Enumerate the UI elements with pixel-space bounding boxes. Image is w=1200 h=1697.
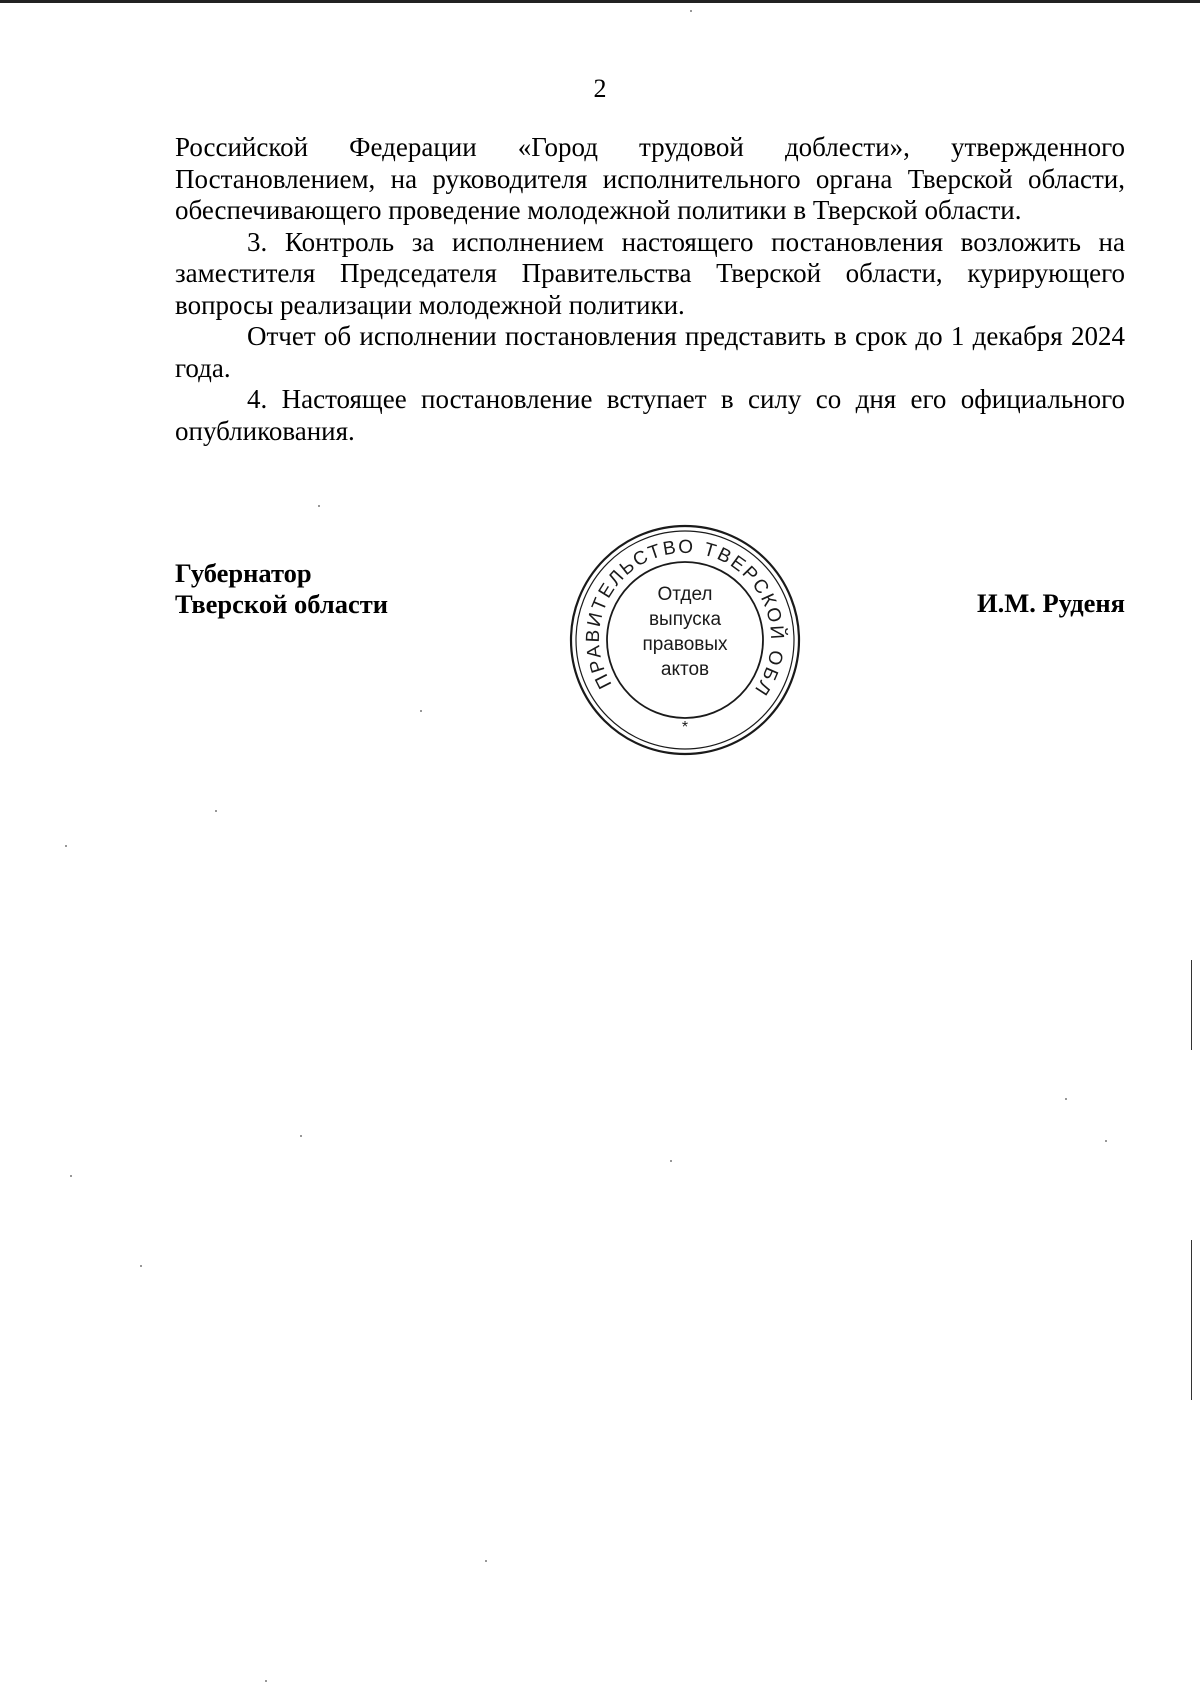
signatory-name: И.М. Руденя <box>976 588 1125 618</box>
scan-speck <box>318 505 320 507</box>
scan-right-edge-mark <box>1191 1240 1192 1400</box>
scan-speck <box>1105 1140 1107 1142</box>
paragraph-report-deadline: Отчет об исполнении постановления представить в срок до 1 декабря 2024 года. <box>175 321 1125 383</box>
signatory-title-line-2: Тверской области <box>175 589 388 619</box>
scan-speck <box>670 1160 672 1162</box>
scan-speck <box>140 1265 142 1267</box>
scan-speck <box>65 845 67 847</box>
scan-speck <box>1065 1098 1067 1100</box>
signatory-title <box>175 558 388 620</box>
page-number: 2 <box>593 74 607 103</box>
signatory-title-line-1: Губернатор <box>175 558 312 588</box>
scan-speck <box>485 1560 487 1562</box>
stamp-inner-line-3: правовых <box>642 634 728 655</box>
stamp-inner-line-2: выпуска <box>648 609 722 630</box>
official-stamp <box>567 522 803 758</box>
scan-speck <box>420 710 422 712</box>
stamp-star: * <box>681 719 689 736</box>
paragraph-continuation: Российской Федерации «Город трудовой доблести», утвержденного Постановлением, на руководителя исполнительного органа Тверской области, обеспечивающего проведение молодежной политики в Тверской области. <box>175 132 1125 225</box>
scan-speck <box>70 1175 72 1177</box>
scan-right-edge-mark <box>1191 960 1192 1050</box>
paragraph-item-4: 4. Настоящее постановление вступает в силу со дня его официального опубликования. <box>175 384 1125 446</box>
scan-speck <box>265 1680 267 1682</box>
scan-speck <box>690 10 692 12</box>
stamp-inner-text <box>567 582 803 682</box>
scan-speck <box>215 810 217 812</box>
stamp-inner-line-1: Отдел <box>657 584 713 605</box>
document-body <box>175 132 1125 447</box>
stamp-inner-line-4: актов <box>660 659 710 680</box>
scan-speck <box>300 1135 302 1137</box>
scan-top-edge <box>0 0 1200 3</box>
stamp-ring-text: ПРАВИТЕЛЬСТВО ТВЕРСКОЙ ОБЛ <box>582 536 788 701</box>
paragraph-item-3: 3. Контроль за исполнением настоящего постановления возложить на заместителя Председателя Правительства Тверской области, курирующего вопросы реализации молодежной политики. <box>175 226 1125 320</box>
